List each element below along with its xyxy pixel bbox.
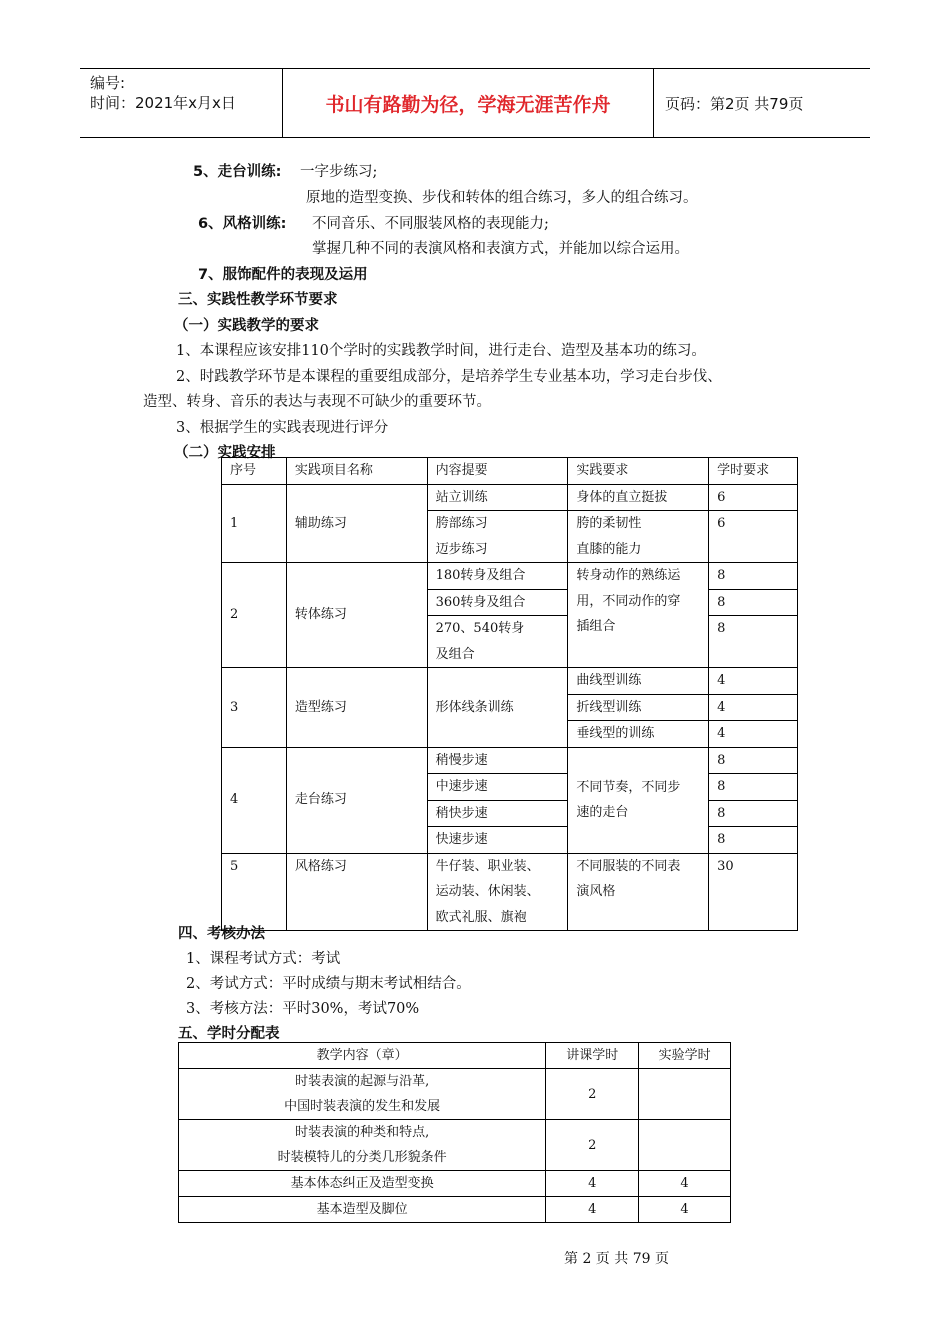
header-cell: 讲课学时 [546, 1043, 639, 1069]
content-line: 运动装、休闲装、 [435, 884, 540, 899]
item-5-title: 5、走台训练: [193, 164, 282, 180]
practice-table [221, 457, 798, 931]
section-5-heading: 五、学时分配表 [178, 1026, 280, 1042]
row-number: 3 [222, 668, 287, 748]
lecture-hours: 4 [546, 1171, 639, 1197]
header-motto: 书山有路勤为径，学海无涯苦作舟 [283, 69, 654, 137]
content-line: 及组合 [435, 646, 475, 662]
requirement-line: 用，不同动作的穿 [576, 593, 681, 609]
paragraph-2-cont: 造型、转身、音乐的表达与表现不可缺少的重要环节。 [143, 394, 491, 410]
lecture-hours: 2 [546, 1069, 639, 1120]
requirement-cell: 曲线型训练 [568, 668, 709, 695]
paragraph-3: 3、根据学生的实践表现进行评分 [176, 420, 389, 436]
item-6-title: 6、风格训练: [198, 216, 287, 232]
hours-cell: 8 [709, 800, 798, 827]
exam-item-2: 2、考试方式：平时成绩与期末考试相结合。 [186, 976, 471, 992]
content-line: 胯部练习 [435, 516, 488, 531]
requirement-cell [568, 747, 709, 853]
exam-item-1: 1、课程考试方式：考试 [186, 951, 341, 967]
content-line: 迈步练习 [435, 541, 488, 557]
paragraph-2: 2、时践教学环节是本课程的重要组成部分，是培养学生专业基本功，学习走台步伐、 [176, 369, 722, 385]
hours-cell: 30 [709, 853, 798, 931]
content-cell: 360转身及组合 [427, 589, 568, 616]
section-3-1-heading: （一）实践教学的要求 [174, 318, 319, 334]
requirement-line: 不同节奏，不同步 [576, 779, 681, 795]
lab-hours: 4 [639, 1171, 731, 1197]
table-row [179, 1069, 731, 1120]
lecture-hours: 4 [546, 1197, 639, 1223]
content-cell [179, 1120, 546, 1171]
row-number: 4 [222, 747, 287, 853]
paragraph-1: 1、本课程应该安排110个学时的实践教学时间，进行走台、造型及基本功的练习。 [176, 343, 706, 359]
requirement-line: 胯的柔韧性 [576, 516, 642, 531]
content-cell: 基本造型及脚位 [179, 1197, 546, 1223]
requirement-cell [568, 563, 709, 668]
table-row [179, 1171, 731, 1197]
item-5-text: 一字步练习; [300, 164, 378, 180]
project-name: 辅助练习 [286, 484, 427, 563]
content-line: 时装表演的起源与沿革, [295, 1074, 430, 1089]
header-meta [80, 69, 283, 137]
header-page-info: 页码：第2页 共79页 [665, 95, 804, 113]
requirement-cell: 身体的直立挺拔 [568, 484, 709, 511]
row-number: 1 [222, 484, 287, 563]
content-line: 时装表演的种类和特点, [295, 1125, 430, 1140]
requirement-cell: 折线型训练 [568, 694, 709, 721]
hours-table [178, 1042, 731, 1223]
content-cell: 稍快步速 [427, 800, 568, 827]
requirement-line: 演风格 [576, 884, 616, 899]
requirement-line: 直膝的能力 [576, 541, 642, 557]
table-header-row [179, 1043, 731, 1069]
project-name: 转体练习 [286, 563, 427, 668]
exam-item-3: 3、考核方法：平时30%，考试70% [186, 1001, 420, 1017]
requirement-line: 插组合 [576, 619, 616, 634]
table-row [222, 668, 798, 695]
project-name: 造型练习 [286, 668, 427, 748]
item-6-text: 不同音乐、不同服装风格的表现能力; [312, 216, 549, 232]
content-cell: 形体线条训练 [427, 668, 568, 748]
table-row [179, 1197, 731, 1223]
content-cell [427, 853, 568, 931]
content-line: 欧式礼服、旗袍 [435, 909, 527, 925]
section-3-heading: 三、实践性教学环节要求 [178, 292, 338, 308]
table-row [222, 484, 798, 511]
table-header-row [222, 458, 798, 485]
header-cell: 内容提要 [427, 458, 568, 485]
content-line: 270、540转身 [435, 621, 525, 636]
hours-cell: 8 [709, 616, 798, 668]
content-cell: 基本体态纠正及造型变换 [179, 1171, 546, 1197]
lab-hours [639, 1069, 731, 1120]
hours-cell: 8 [709, 747, 798, 774]
page-header [80, 68, 870, 138]
requirement-line: 速的走台 [576, 805, 629, 820]
project-name: 走台练习 [286, 747, 427, 853]
item-5-text-2: 原地的造型变换、步伐和转体的组合练习，多人的组合练习。 [306, 190, 698, 206]
number-label: 编号: [90, 74, 126, 92]
table-row [222, 563, 798, 590]
item-6-text-2: 掌握几种不同的表演风格和表演方式，并能加以综合运用。 [312, 241, 689, 257]
hours-cell: 4 [709, 721, 798, 748]
header-cell: 学时要求 [709, 458, 798, 485]
content-line: 时装模特儿的分类几形貌条件 [277, 1150, 447, 1165]
time-label: 时间：2021年x月x日 [90, 94, 236, 112]
page-footer: 第 2 页 共 79 页 [564, 1251, 669, 1267]
content-cell: 稍慢步速 [427, 747, 568, 774]
content-cell [179, 1069, 546, 1120]
table-row [222, 853, 798, 931]
requirement-cell [568, 511, 709, 563]
hours-cell: 8 [709, 563, 798, 590]
hours-cell: 4 [709, 668, 798, 695]
content-cell [427, 511, 568, 563]
hours-cell: 8 [709, 827, 798, 854]
section-3-2-heading: （二）实践安排 [174, 445, 276, 461]
header-cell: 实践要求 [568, 458, 709, 485]
hours-cell: 6 [709, 484, 798, 511]
requirement-cell [568, 853, 709, 931]
row-number: 2 [222, 563, 287, 668]
content-cell: 180转身及组合 [427, 563, 568, 590]
lecture-hours: 2 [546, 1120, 639, 1171]
header-cell: 序号 [222, 458, 287, 485]
table-row [179, 1120, 731, 1171]
item-7-title: 7、服饰配件的表现及运用 [198, 267, 368, 283]
header-cell: 实践项目名称 [286, 458, 427, 485]
hours-cell: 4 [709, 694, 798, 721]
project-name: 风格练习 [286, 853, 427, 931]
requirement-line: 转身动作的熟练运 [576, 568, 681, 583]
requirement-line: 不同服装的不同表 [576, 858, 681, 874]
hours-cell: 6 [709, 511, 798, 563]
content-line: 牛仔装、职业装、 [435, 858, 540, 874]
hours-cell: 8 [709, 589, 798, 616]
table-row [222, 747, 798, 774]
hours-cell: 8 [709, 774, 798, 801]
header-cell: 实验学时 [639, 1043, 731, 1069]
requirement-cell: 垂线型的训练 [568, 721, 709, 748]
content-cell: 中速步速 [427, 774, 568, 801]
section-4-heading: 四、考核办法 [178, 926, 265, 942]
lab-hours: 4 [639, 1197, 731, 1223]
lab-hours [639, 1120, 731, 1171]
content-line: 中国时装表演的发生和发展 [284, 1099, 441, 1114]
row-number: 5 [222, 853, 287, 931]
content-cell: 站立训练 [427, 484, 568, 511]
content-cell [427, 616, 568, 668]
header-cell: 教学内容（章） [179, 1043, 546, 1069]
content-cell: 快速步速 [427, 827, 568, 854]
